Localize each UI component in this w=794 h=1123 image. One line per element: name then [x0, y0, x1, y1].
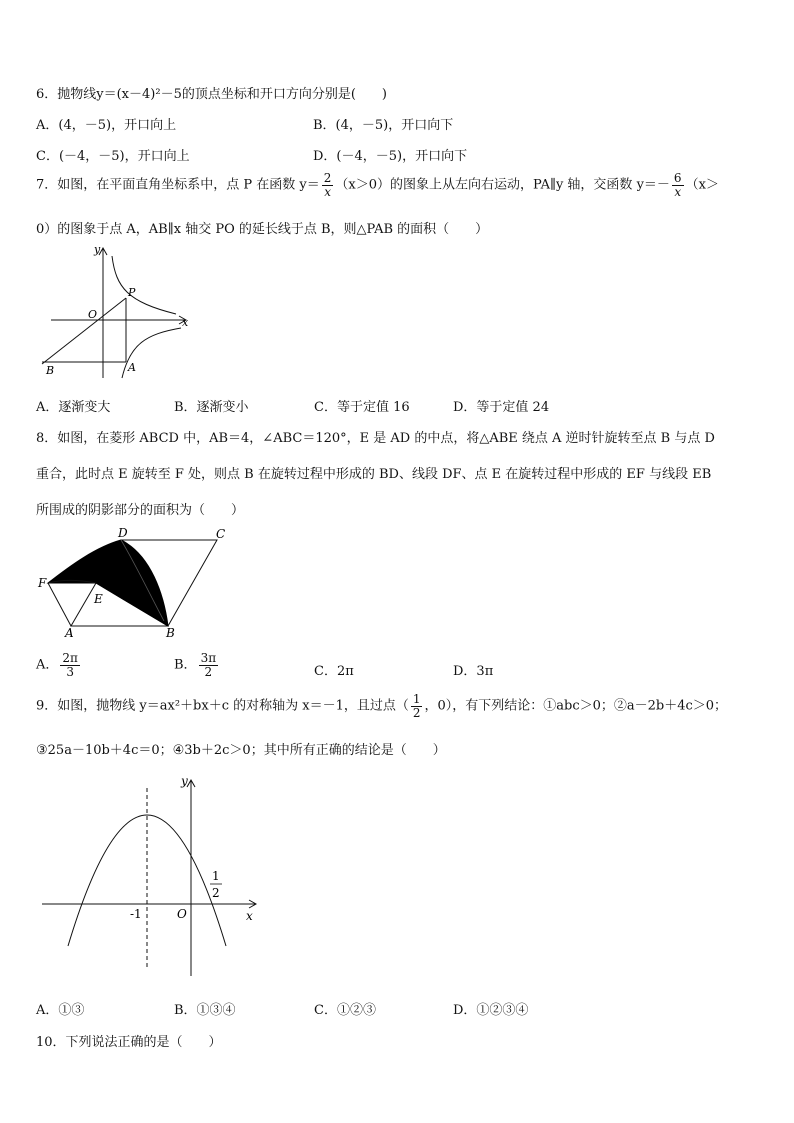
q8-shaded-region: [48, 540, 168, 626]
q7-option-b: B．逐渐变小: [174, 400, 249, 415]
q7-fraction-2-over-x: [322, 172, 334, 198]
q7-stem-line2: 0）的图象于点 A，AB∥x 轴交 PO 的延长线于点 B，则△PAB 的面积（ ）: [36, 222, 489, 237]
q8-option-b-den: 2: [204, 664, 213, 679]
q7-frac2-den: x: [674, 184, 682, 199]
q9-stem-part-a: 9．如图，抛物线 y＝ax²＋bx＋c 的对称轴为 x＝－1，且过点（: [36, 698, 409, 714]
q7-label-x: x: [182, 316, 189, 329]
q8-option-a-prefix: A．: [36, 657, 59, 673]
q7-label-a: A: [128, 361, 136, 374]
q6-option-c: C．(－4，－5)，开口向上: [36, 149, 190, 164]
q9-label-half-den: 2: [212, 886, 220, 900]
q7-curve-2-over-x: [112, 256, 176, 314]
q9-label-neg1: -1: [130, 907, 142, 921]
q6-stem: 6．抛物线y＝(x－4)²－5的顶点坐标和开口方向分别是( ): [36, 87, 387, 102]
q8-option-a-fraction: [60, 652, 80, 678]
q9-stem-line2: ③25a－10b＋4c＝0；④3b＋2c＞0；其中所有正确的结论是（ ）: [36, 743, 446, 758]
q8-option-d: D．3π: [453, 664, 494, 679]
q7-label-y: y: [94, 243, 101, 256]
q9-label-y: y: [181, 774, 188, 788]
q7-stem-part-b: （x＞0）的图象上从左向右运动，PA∥y 轴，交函数 y＝－: [335, 177, 670, 193]
q9-option-b: B．①③④: [174, 1003, 236, 1018]
q7-line-bp: [42, 298, 126, 364]
q7-stem-part-c: （x＞: [685, 177, 719, 193]
q7-label-b: B: [46, 364, 55, 377]
q9-stem-line1: [36, 693, 727, 719]
q8-label-e: E: [94, 592, 103, 606]
q7-figure: [36, 240, 196, 380]
q7-fraction-6-over-x: [672, 172, 684, 198]
q8-label-a: A: [65, 626, 74, 640]
q9-label-half-num: 1: [212, 869, 220, 883]
q7-option-d: D．等于定值 24: [453, 400, 550, 415]
q8-option-c: C．2π: [314, 664, 354, 679]
q8-option-a: [36, 652, 82, 678]
q9-label-o: O: [177, 907, 187, 921]
q8-segment-af: [48, 583, 71, 626]
q8-label-f: F: [38, 576, 47, 590]
q6-option-d: D．(－4，－5)，开口向下: [313, 149, 468, 164]
q7-frac2-num: 6: [673, 171, 682, 185]
q7-option-c: C．等于定值 16: [314, 400, 410, 415]
q7-stem-part-a: 7．如图，在平面直角坐标系中，点 P 在函数 y＝: [36, 177, 320, 193]
q8-option-b-fraction: [199, 652, 219, 678]
q10-stem: 10．下列说法正确的是（ ）: [36, 1035, 222, 1050]
q7-label-o: O: [88, 308, 98, 321]
q8-option-a-num: 2π: [62, 651, 78, 665]
q8-option-b: [174, 652, 220, 678]
q7-label-p: P: [128, 286, 136, 299]
q9-figure: [36, 770, 266, 980]
q8-label-c: C: [216, 527, 226, 541]
q8-option-a-den: 3: [66, 664, 74, 679]
q7-option-a: A．逐渐变大: [36, 400, 111, 415]
q8-label-d: D: [118, 526, 128, 540]
q6-option-a: A．(4，－5)，开口向上: [36, 118, 177, 133]
q9-stem-part-b: ，0），有下列结论：①abc＞0；②a－2b＋4c＞0；: [424, 698, 728, 714]
q9-option-c: C．①②③: [314, 1003, 376, 1018]
q9-option-a: A．①③: [36, 1003, 85, 1018]
q6-option-b: B．(4，－5)，开口向下: [313, 118, 454, 133]
q8-option-b-num: 3π: [200, 651, 217, 665]
q8-stem-line2: 重合，此时点 E 旋转至 F 处，则点 B 在旋转过程中形成的 BD、线段 DF、点 E 在旋转过程中形成的 EF 与线段 EB: [36, 467, 712, 482]
q8-option-b-prefix: B．: [174, 657, 197, 673]
q9-frac-num: 1: [412, 692, 421, 706]
q9-label-x: x: [246, 909, 253, 923]
q8-label-b: B: [166, 626, 175, 640]
q9-frac-den: 2: [412, 705, 421, 720]
q8-stem-line1: 8．如图，在菱形 ABCD 中，AB＝4，∠ABC＝120°，E 是 AD 的中点，将△ABE 绕点 A 逆时针旋转至点 B 与点 D: [36, 431, 715, 446]
q8-figure: [36, 525, 236, 645]
q7-frac1-den: x: [324, 184, 331, 199]
q9-option-d: D．①②③④: [453, 1003, 529, 1018]
q8-stem-line3: 所围成的阴影部分的面积为（ ）: [36, 503, 245, 518]
q9-fraction-half: [411, 693, 423, 719]
q7-stem-line1: [36, 172, 719, 198]
q7-frac1-num: 2: [323, 171, 332, 185]
